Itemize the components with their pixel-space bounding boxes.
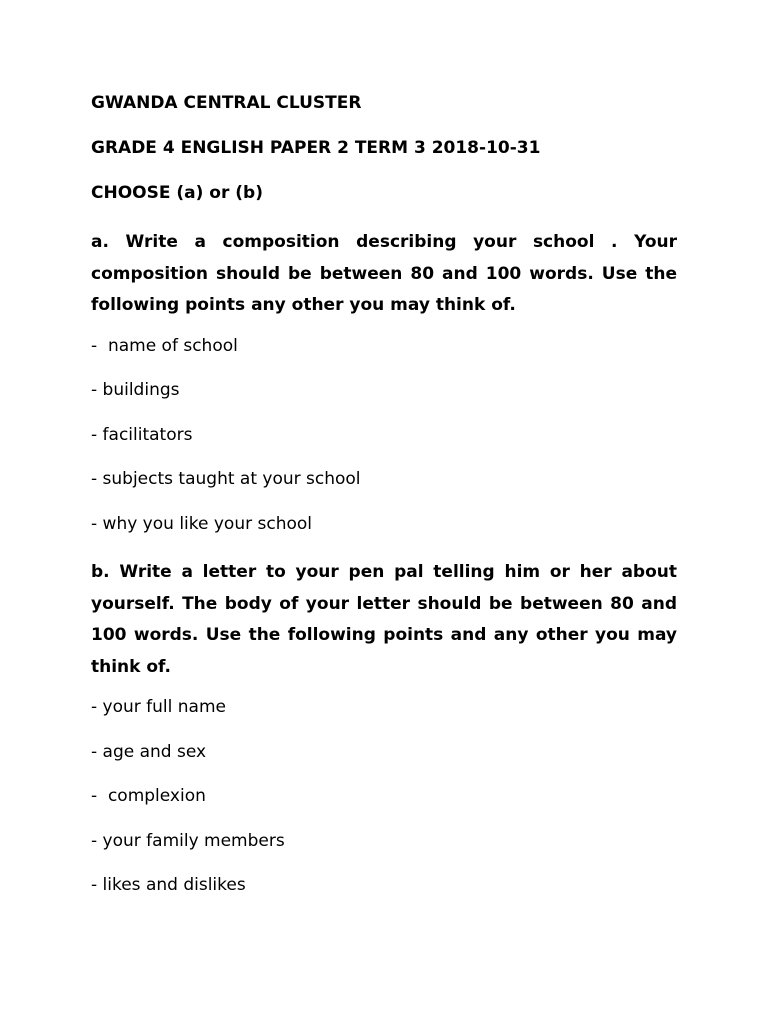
section-b-point: - your full name [91, 697, 226, 717]
document-title: GWANDA CENTRAL CLUSTER [91, 93, 362, 113]
section-a-point: - facilitators [91, 424, 193, 445]
section-b-point: - your family members [91, 830, 285, 851]
section-a-point: - buildings [91, 380, 180, 400]
section-a-point: - subjects taught at your school [91, 469, 361, 489]
section-a-point: - name of school [91, 335, 238, 356]
section-b-prompt: b. Write a letter to your pen pal telling him or her about yourself. The body of your letter should be between 80 and 100 words. Use the following points and any other you may think of. [91, 562, 677, 677]
exam-subtitle: GRADE 4 ENGLISH PAPER 2 TERM 3 2018-10-31 [91, 138, 541, 158]
section-a-prompt: a. Write a composition describing your school . Your composition should be between 80 and 100 words. Use the following points any other you may think of. [91, 232, 677, 315]
section-b-point: - complexion [91, 786, 206, 806]
section-a-point: - why you like your school [91, 513, 312, 534]
choice-instruction: CHOOSE (a) or (b) [91, 183, 264, 203]
section-b-point: - likes and dislikes [91, 875, 246, 895]
section-b-point: - age and sex [91, 741, 207, 762]
